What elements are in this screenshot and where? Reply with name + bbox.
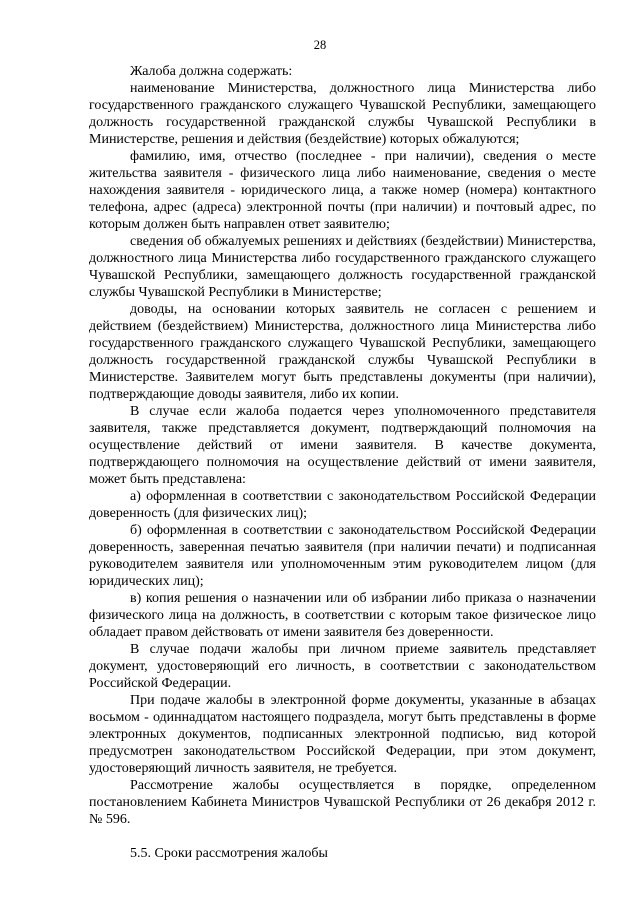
paragraph: Жалоба должна содержать: [130, 64, 293, 79]
paragraph: В случае подачи жалобы при личном приеме заявитель представляет документ, удостоверяющий его личность, в соответствии с законодательством Российской Федерации. [89, 642, 596, 691]
paragraph: доводы, на основании которых заявитель не согласен с решением и действием (бездействием) Министерства, должностного лица Министерства либо государственного гражданского служащего Чувашской Республики, замещающего должность государственной гражданской службы Чувашской Республики в Министерстве. Заявителем могут быть представлены документы (при наличии), подтверждающие доводы заявителя, либо их копии. [89, 302, 596, 402]
document-body [89, 63, 596, 862]
paragraph: в) копия решения о назначении или об избрании либо приказа о назначении физического лица на должность, в соответствии с которым такое физическое лицо обладает правом действовать от имени заявителя без доверенности. [89, 591, 596, 640]
paragraph: сведения об обжалуемых решениях и действиях (бездействии) Министерства, должностного лица Министерства либо государственного гражданского служащего Чувашской Республики, замещающего должность государственной гражданской службы Чувашской Республики в Министерстве; [89, 234, 596, 300]
paragraph: При подаче жалобы в электронной форме документы, указанные в абзацах восьмом - одиннадцатом настоящего подраздела, могут быть представлены в форме электронных документов, подписанных электронной подписью, вид которой предусмотрен законодательством Российской Федерации, при этом документ, удостоверяющий личность заявителя, не требуется. [89, 693, 596, 776]
paragraph: Рассмотрение жалобы осуществляется в порядке, определенном постановлением Кабинета Министров Чувашской Республики от 26 декабря 2012 г. № 596. [89, 778, 596, 827]
paragraph: б) оформленная в соответствии с законодательством Российской Федерации доверенность, заверенная печатью заявителя (при наличии печати) и подписанная руководителем заявителя или уполномоченным этим руководителем лицом (для юридических лиц); [89, 523, 596, 589]
paragraph: В случае если жалоба подается через уполномоченного представителя заявителя, также представляется документ, подтверждающий полномочия на осуществление действий от имени заявителя. В качестве документа, подтверждающего полномочия на осуществление действий от имени заявителя, может быть представлена: [89, 404, 596, 487]
page-number: 28 [313, 38, 327, 52]
paragraph: наименование Министерства, должностного лица Министерства либо государственного гражданского служащего Чувашской Республики, замещающего должность государственной гражданской службы Чувашской Республики в Министерстве, решения и действия (бездействие) которых обжалуются; [89, 81, 596, 147]
paragraph: а) оформленная в соответствии с законодательством Российской Федерации доверенность (для физических лиц); [89, 489, 596, 521]
paragraph: фамилию, имя, отчество (последнее - при наличии), сведения о месте жительства заявителя - физического лица либо наименование, сведения о месте нахождения заявителя - юридического лица, а также номер (номера) контактного телефона, адрес (адреса) электронной почты (при наличии) и почтовый адрес, по которым должен быть направлен ответ заявителю; [89, 149, 596, 232]
section-heading: 5.5. Сроки рассмотрения жалобы [130, 846, 328, 861]
